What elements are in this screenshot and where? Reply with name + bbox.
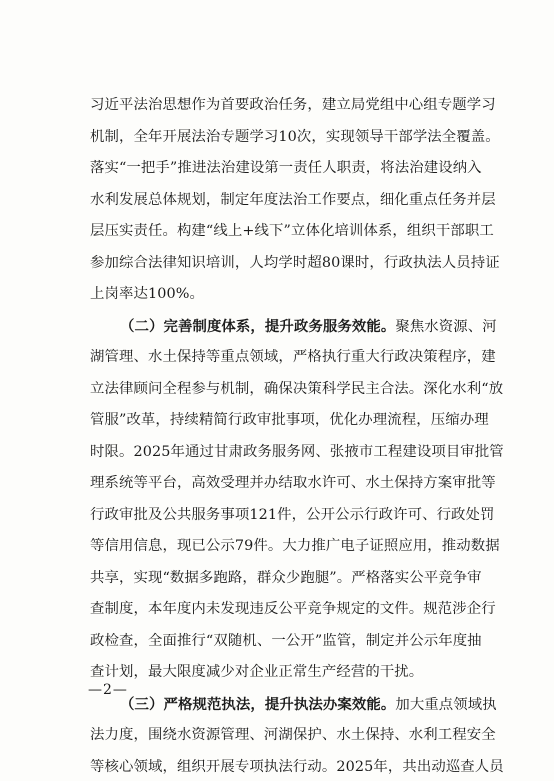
section-text: 加大重点领域执 [395,697,496,713]
section-heading: （二）完善制度体系，提升政务服务效能。 [120,318,395,335]
text-line: 湖管理、水土保持等重点领域，严格执行重大行政决策程序，建 [90,342,474,374]
text-line: 参加综合法律知识培训，人均学时超80课时，行政执法人员持证 [90,248,474,280]
text-line: 查制度，本年度内未发现违反公平竞争规定的文件。规范涉企行 [90,594,474,626]
text-line: 层压实责任。构建“线上+线下”立体化培训体系，组织干部职工 [90,216,474,248]
text-line: 等信用信息，现已公示79件。大力推广电子证照应用，推动数据 [90,531,474,563]
text-line: 管服”改革，持续精简行政审批事项，优化办理流程，压缩办理 [90,405,474,437]
text-line: 习近平法治思想作为首要政治任务，建立局党组中心组专题学习 [90,90,474,122]
text-line: 政检查，全面推行“双随机、一公开”监管，制定并公示年度抽 [90,626,474,658]
text-line: 落实“一把手”推进法治建设第一责任人职责，将法治建设纳入 [90,153,474,185]
text-line: 查计划，最大限度减少对企业正常生产经营的干扰。 [90,657,474,689]
text-line: 机制，全年开展法治专题学习10次，实现领导干部学法全覆盖。 [90,122,474,154]
section-heading-line [90,689,474,721]
text-line: 行政审批及公共服务事项121件，公开公示行政许可、行政处罚 [90,500,474,532]
text-line: 上岗率达100%。 [90,279,474,311]
section-heading: （三）严格规范执法，提升执法办案效能。 [120,696,395,713]
section-text: 聚焦水资源、河 [395,319,496,335]
text-line: 理系统等平台，高效受理并办结取水许可、水土保持方案审批等 [90,468,474,500]
section-heading-line [90,311,474,343]
text-line: 法力度，围绕水资源管理、河湖保护、水土保持、水利工程安全 [90,720,474,752]
text-line: 水利发展总体规划，制定年度法治工作要点，细化重点任务并层 [90,185,474,217]
document-body [90,90,474,783]
text-line: 时限。2025年通过甘肃政务服务网、张掖市工程建设项目审批管 [90,437,474,469]
page-number: —2— [88,682,128,698]
text-line: 等核心领域，组织开展专项执法行动。2025年，共出动巡查人员 [90,752,474,783]
text-line: 立法律顾问全程参与机制，确保决策科学民主合法。深化水利“放 [90,374,474,406]
text-line: 共享，实现“数据多跑路，群众少跑腿”。严格落实公平竞争审 [90,563,474,595]
